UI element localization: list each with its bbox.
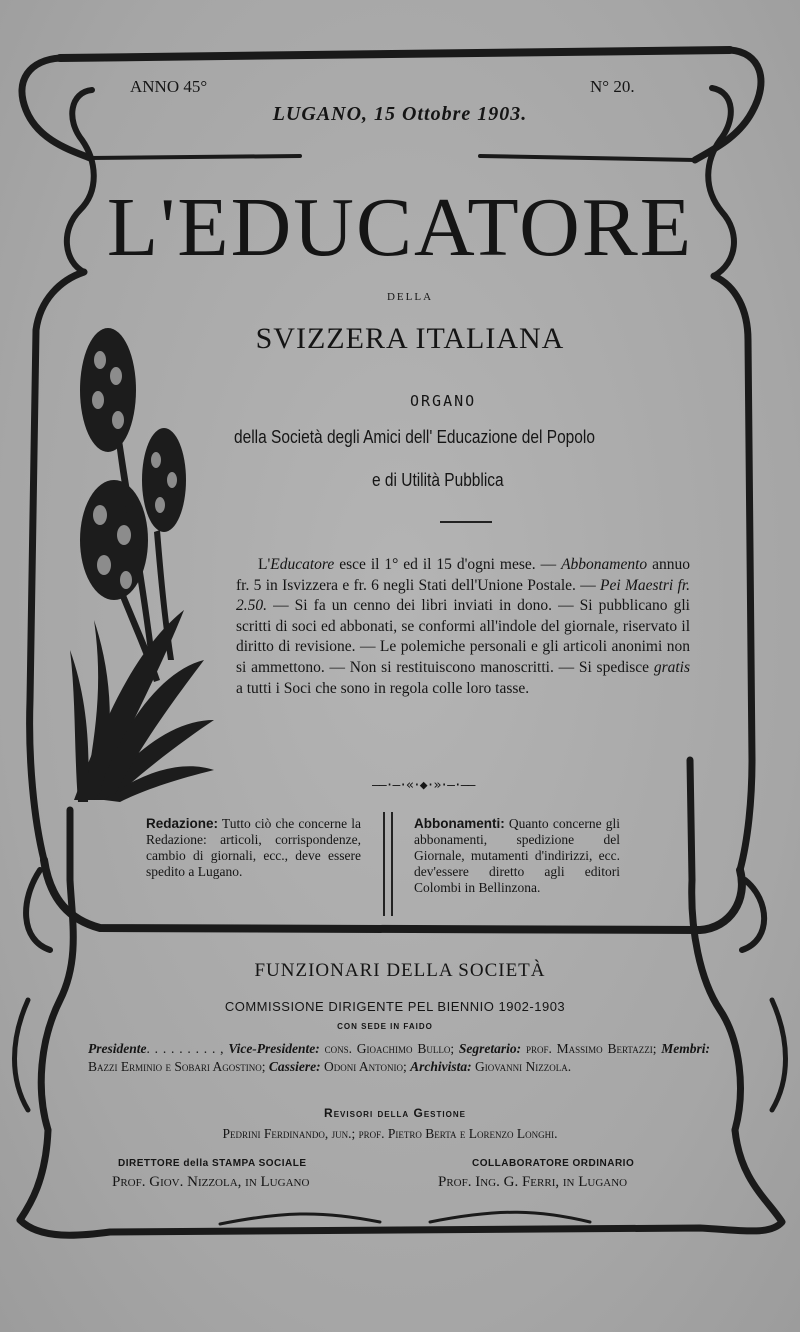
divider-rule (440, 521, 492, 523)
issue-number: N° 20. (590, 77, 635, 96)
auditors-names: Pedrini Ferdinando, jun.; prof. Pietro Berta e Lorenzo Longhi. (222, 1126, 558, 1141)
society-line-2: e di Utilità Pubblica (372, 470, 504, 490)
column-divider (383, 812, 393, 916)
subscription-notice: L'Educatore esce il 1° ed il 15 d'ogni mese. — Abbonamento annuo fr. 5 in Isvizzera e fr. 6 negli Stati dell'Unione Postale. — Pei Maestri fr. 2.50. — Si fa un cenno dei libri inviati in dono. — Si pubblicano gli scritti di soci ed abbonati, se conformi all'indole del giornale, riservato il diritto di revisione. — Le polemiche personali e gli articoli anonimi non si ammettono. — Non si restituiscono manoscritti. — Si spedisce gratis a tutti i Soci che sono in regola colle loro tasse. (236, 556, 691, 697)
hyacinth-illustration (64, 320, 224, 810)
officers-list: Presidente. . . . . . . . . , Vice-Presidente: cons. Gioachimo Bullo; Segretario: prof. Massimo Bertazzi; Membri: Bazzi Erminio e Sobari Agostino; Cassiere: Odoni Antonio; Archivista: Giovanni Nizzola. (88, 1041, 711, 1075)
masthead-subtitle: SVIZZERA ITALIANA (255, 322, 565, 355)
masthead-title: L'EDUCATORE (106, 181, 694, 274)
director-label: DIRETTORE della STAMPA SOCIALE (118, 1158, 307, 1169)
auditors-heading: Revisori della Gestione (324, 1106, 466, 1120)
volume-label: ANNO 45° (130, 77, 208, 96)
issue-date: LUGANO, 15 Ottobre 1903. (272, 103, 528, 125)
masthead-della: DELLA (386, 291, 434, 303)
seat-label: CON SEDE IN FAIDO (337, 1022, 433, 1031)
collaborator-name: Prof. Ing. G. Ferri, in Lugano (438, 1174, 628, 1190)
society-line: della Società degli Amici dell' Educazione del Popolo (234, 427, 595, 447)
officers-heading: FUNZIONARI DELLA SOCIETÀ (254, 960, 546, 981)
organo-label: ORGANO (410, 392, 477, 410)
collaborator-label: COLLABORATORE ORDINARIO (472, 1158, 635, 1169)
director-name: Prof. Giov. Nizzola, in Lugano (112, 1174, 310, 1190)
abbonamenti-column: Abbonamenti: Quanto concerne gli abbonamenti, spedizione del Giornale, mutamenti d'indirizzi, ecc. dev'essere diretto agli editori Colombi in Bellinzona. (414, 816, 620, 895)
commission-heading: COMMISSIONE DIRIGENTE PEL BIENNIO 1902-1903 (224, 999, 566, 1014)
ornamental-divider: ——·—·«·◆·»·—·—— (372, 778, 475, 793)
redazione-column: Redazione: Tutto ciò che concerne la Redazione: articoli, corrispondenze, cambio di giornali, ecc., deve essere spedito a Lugano. (146, 816, 361, 879)
